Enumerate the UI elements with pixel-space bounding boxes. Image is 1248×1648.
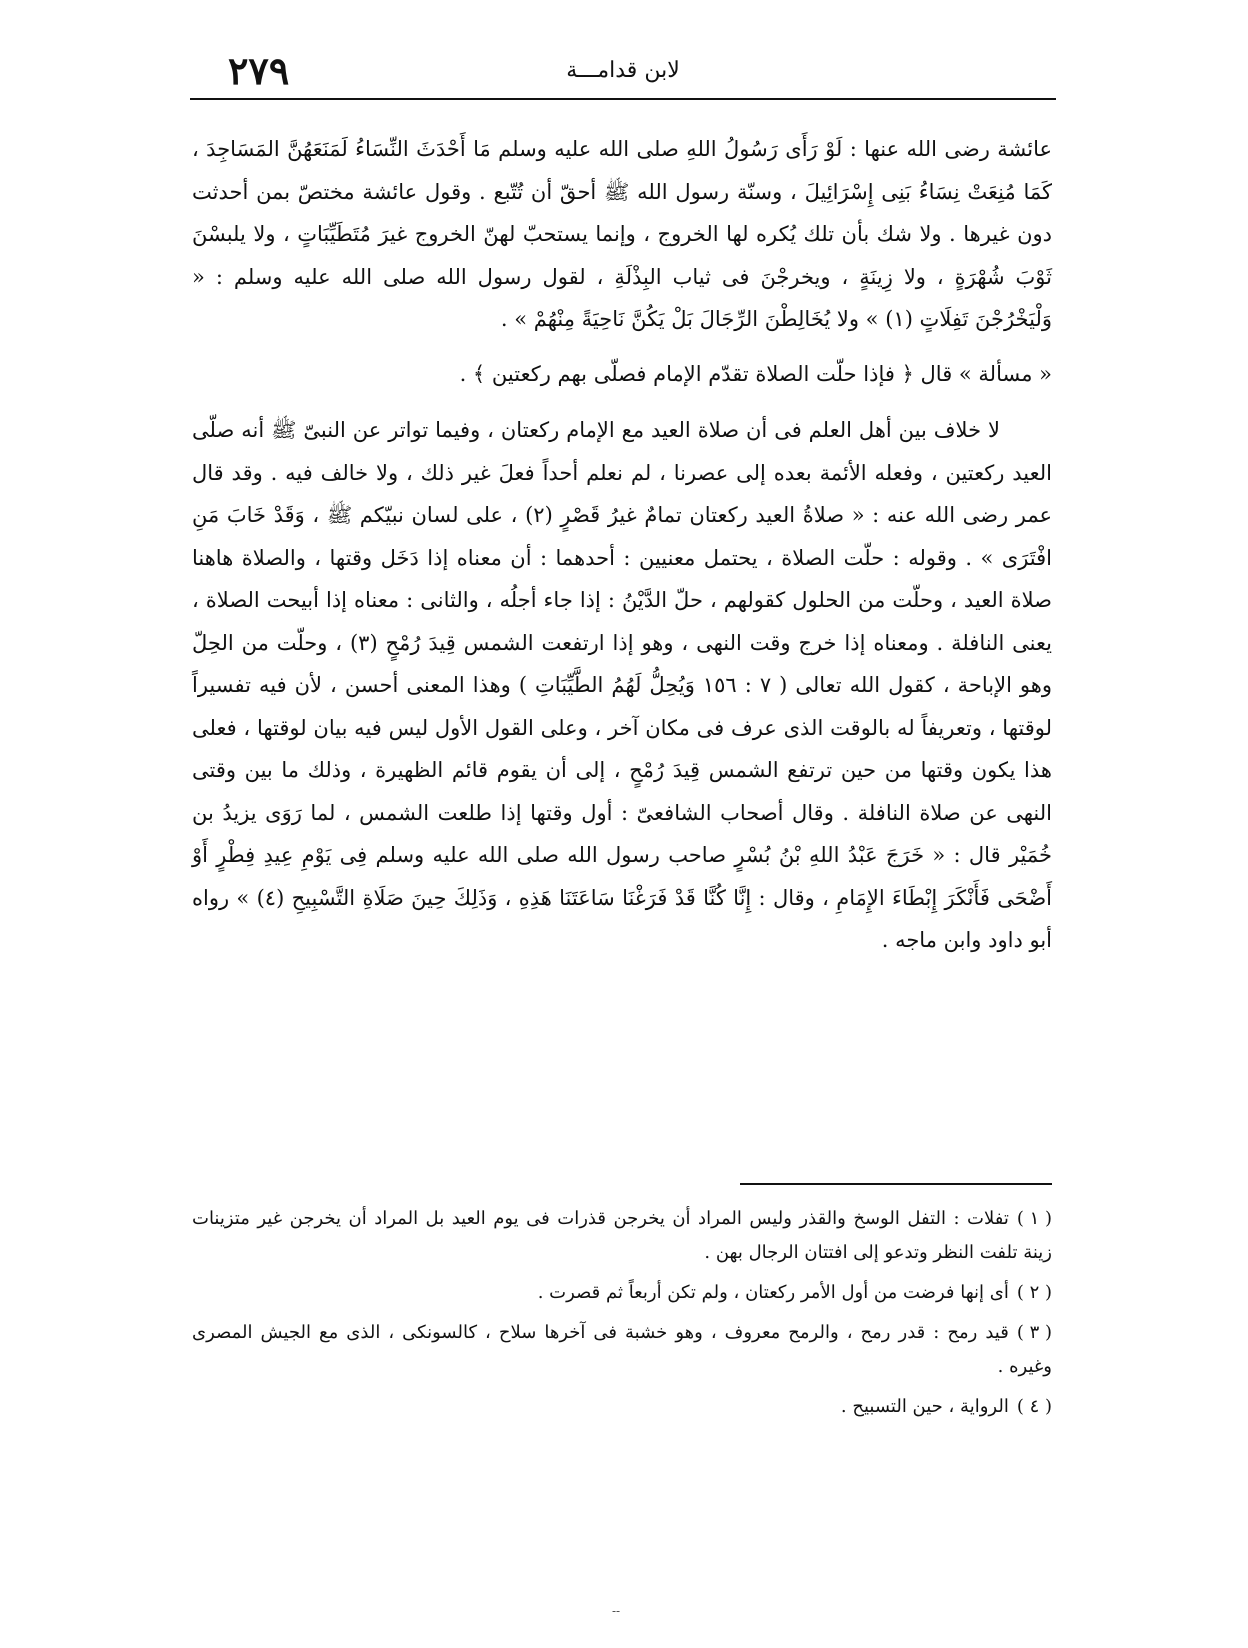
footnote <box>192 1202 1052 1270</box>
footnote <box>192 1276 1052 1310</box>
page-number: ٢٧٩ <box>228 48 290 93</box>
footnote-text: قيد رمح : قدر رمح ، والرمح معروف ، وهو خشبة فى آخرها سلاح ، كالسونكى ، الذى مع الجيش المصرى وغيره . <box>192 1322 1052 1377</box>
footnote-number: ( ٤ ) <box>1016 1396 1052 1417</box>
paragraph: عائشة رضى الله عنها : لَوْ رَأَى رَسُولُ اللهِ صلى الله عليه وسلم مَا أَحْدَثَ النِّسَاءُ لَمَنَعَهُنَّ المَسَاجِدَ ، كَمَا مُنِعَتْ نِسَاءُ بَنِى إِسْرَائِيلَ ، وسنّة رسول الله ﷺ أحقّ أن تُتّبع . وقول عائشة مختصّ بمن أحدثت دون غيرها . ولا شك بأن تلك يُكره لها الخروج ، وإنما يستحبّ لهنّ الخروج غيرَ مُتَطَيِّبَاتٍ ، ولا يلبسْنَ ثَوْبَ شُهْرَةٍ ، ولا زِينَةٍ ، ويخرجْنَ فى ثياب البِذْلَةِ ، لقول رسول الله صلى الله عليه وسلم : « وَلْيَخْرُجْنَ تَفِلَاتٍ (١) » ولا يُخَالِطْنَ الرِّجَالَ بَلْ يَكُنَّ نَاحِيَةً مِنْهُمْ » . <box>192 137 1052 331</box>
page-header <box>190 48 1056 98</box>
footnote-number: ( ٢ ) <box>1016 1282 1052 1303</box>
header-rule <box>190 98 1056 100</box>
footnote-number: ( ١ ) <box>1016 1208 1052 1229</box>
main-text <box>192 128 1052 962</box>
footnote-number: ( ٣ ) <box>1016 1322 1052 1343</box>
footnote-text: الرواية ، حين التسبيح . <box>840 1396 1009 1417</box>
footnote <box>192 1390 1052 1424</box>
footnote <box>192 1316 1052 1384</box>
masala-heading: « مسألة » قال ﴿ فإذا حلّت الصلاة تقدّم الإمام فصلّى بهم ركعتين ﴾ . <box>459 361 1052 386</box>
footer-mark: -- <box>612 1604 621 1618</box>
paragraph: لا خلاف بين أهل العلم فى أن صلاة العيد مع الإمام ركعتان ، وفيما تواتر عن النبىّ ﷺ أنه صلّى العيد ركعتين ، وفعله الأئمة بعده إلى عصرنا ، لم نعلم أحداً فعلَ غير ذلك ، ولا خالف فيه . وقد قال عمر رضى الله عنه : « صلاةُ العيد ركعتان تمامٌ غيرُ قَصْرٍ (٢) ، على لسان نبيّكم ﷺ ، وَقَدْ خَابَ مَنِ افْتَرَى » . وقوله : حلّت الصلاة ، يحتمل معنيين : أحدهما : أن معناه إذا دَخَل وقتها ، والصلاة هاهنا صلاة العيد ، وحلّت من الحلول كقولهم ، حلّ الدَّيْنُ : إذا جاء أجلُه ، والثانى : معناه إذا أبيحت الصلاة ، يعنى النافلة . ومعناه إذا خرج وقت النهى ، وهو إذا ارتفعت الشمس قِيدَ رُمْحٍ (٣) ، وحلّت من الحِلّ وهو الإباحة ، كقول الله تعالى ( ٧ : ١٥٦ وَيُحِلُّ لَهُمُ الطَّيِّبَاتِ ) وهذا المعنى أحسن ، لأن فيه تفسيراً لوقتها ، وتعريفاً له بالوقت الذى عرف فى مكان آخر ، وعلى القول الأول ليس فيه بيان لوقتها ، فعلى هذا يكون وقتها من حين ترتفع الشمس قِيدَ رُمْحٍ ، إلى أن يقوم قائم الظهيرة ، وذلك ما بين وقتى النهى عن صلاة النافلة . وقال أصحاب الشافعىّ : أول وقتها إذا طلعت الشمس ، لما رَوَى يزيدُ بن خُمَيْر قال : « خَرَجَ عَبْدُ اللهِ بْنُ بُسْرٍ صاحب رسول الله صلى الله عليه وسلم فِى يَوْمِ عِيدِ فِطْرٍ أَوْ أَضْحَى فَأَنْكَرَ إِبْطَاءَ الإِمَامِ ، وقال : إِنَّا كُنَّا قَدْ فَرَغْنَا سَاعَتَنَا هَذِهِ ، وَذَلِكَ حِينَ صَلَاةِ التَّسْبِيحِ (٤) » رواه أبو داود وابن ماجه . <box>192 418 1053 952</box>
footnote-rule <box>740 1183 1052 1185</box>
footnote-text: أى إنها فرضت من أول الأمر ركعتان ، ولم تكن أربعاً ثم قصرت . <box>537 1282 1009 1303</box>
running-title: لابن قدامـــة <box>566 58 680 83</box>
footnote-text: تفلات : التفل الوسخ والقذر وليس المراد أن يخرجن قذرات فى يوم العيد بل المراد أن يخرجن غير متزينات زينة تلفت النظر وتدعو إلى افتتان الرجال بهن . <box>192 1208 1052 1263</box>
footnotes <box>192 1202 1052 1430</box>
